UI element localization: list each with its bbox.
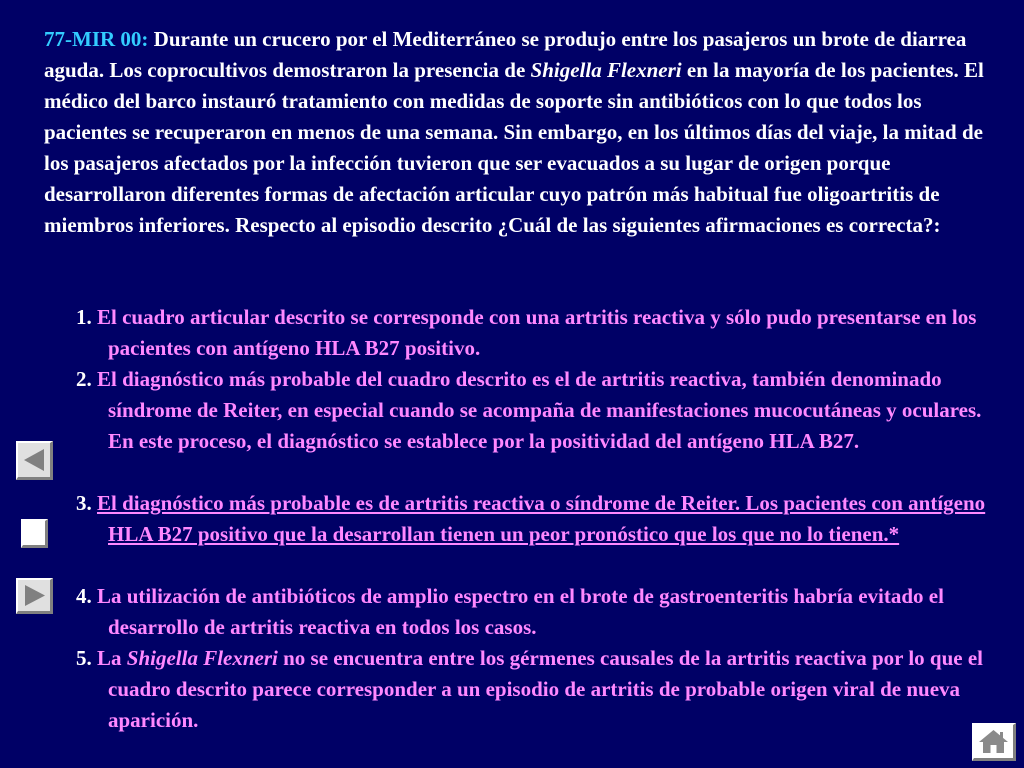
triangle-right-icon bbox=[18, 580, 50, 611]
next-slide-button[interactable] bbox=[16, 578, 53, 614]
option-number: 2. bbox=[76, 367, 92, 391]
option-number: 5. bbox=[76, 646, 92, 670]
answer-option-1 bbox=[76, 302, 1008, 364]
square-icon bbox=[23, 521, 45, 545]
triangle-left-icon bbox=[18, 443, 50, 477]
house-icon bbox=[974, 725, 1013, 758]
option-text: El cuadro articular descrito se corresponde con una artritis reactiva y sólo pudo presentarse en los pacientes con antígeno HLA B27 positivo. bbox=[91, 305, 977, 360]
answer-option-3-correct bbox=[76, 488, 1008, 550]
question-text-part1: Durante un crucero por el Mediterráneo se produjo entre los pasajeros un brote de diarrea aguda. Los coprocultivos demostraron la presencia de bbox=[44, 27, 967, 82]
answer-option-2 bbox=[76, 364, 1008, 457]
question-organism: Shigella Flexneri bbox=[530, 58, 682, 82]
option-number: 1. bbox=[76, 305, 92, 329]
home-button[interactable] bbox=[972, 723, 1016, 761]
stop-button[interactable] bbox=[21, 519, 48, 548]
option-text-pre: La bbox=[91, 646, 127, 670]
option-text: El diagnóstico más probable es de artritis reactiva o síndrome de Reiter. Los pacientes con antígeno HLA B27 positivo que la desarrollan tienen un peor pronóstico que los que no lo tienen.* bbox=[97, 491, 986, 546]
option-number: 3. bbox=[76, 491, 92, 515]
option-text-post: no se encuentra entre los gérmenes causales de la artritis reactiva por lo que el cuadro descrito parece corresponder a un episodio de artritis de probable origen viral de nueva aparición. bbox=[108, 646, 984, 732]
option-organism: Shigella Flexneri bbox=[126, 646, 278, 670]
question-text-part2: en la mayoría de los pacientes. El médico del barco instauró tratamiento con medidas de soporte sin antibióticos con lo que todos los pacientes se recuperaron en menos de una semana. Sin embargo, en los últimos días del viaje, la mitad de los pasajeros afectados por la infección tuvieron que ser evacuados a su lugar de origen porque desarrollaron diferentes formas de afectación articular cuyo patrón más habitual fue oligoartritis de miembros inferiores. Respecto al episodio descrito ¿Cuál de las siguientes afirmaciones es correcta?: bbox=[44, 58, 984, 237]
option-text: El diagnóstico más probable del cuadro descrito es el de artritis reactiva, también denominado síndrome de Reiter, en especial cuando se acompaña de manifestaciones mucocutáneas y oculares. En este proceso, el diagnóstico se establece por la positividad del antígeno HLA B27. bbox=[91, 367, 982, 453]
answer-option-4 bbox=[76, 581, 1008, 643]
option-number: 4. bbox=[76, 584, 92, 608]
previous-slide-button[interactable] bbox=[16, 441, 53, 480]
answer-option-5 bbox=[76, 643, 1008, 736]
question-id: 77-MIR 00: bbox=[44, 27, 149, 51]
question-stem bbox=[44, 24, 1004, 241]
option-text: La utilización de antibióticos de amplio espectro en el brote de gastroenteritis habría evitado el desarrollo de artritis reactiva en todos los casos. bbox=[91, 584, 944, 639]
